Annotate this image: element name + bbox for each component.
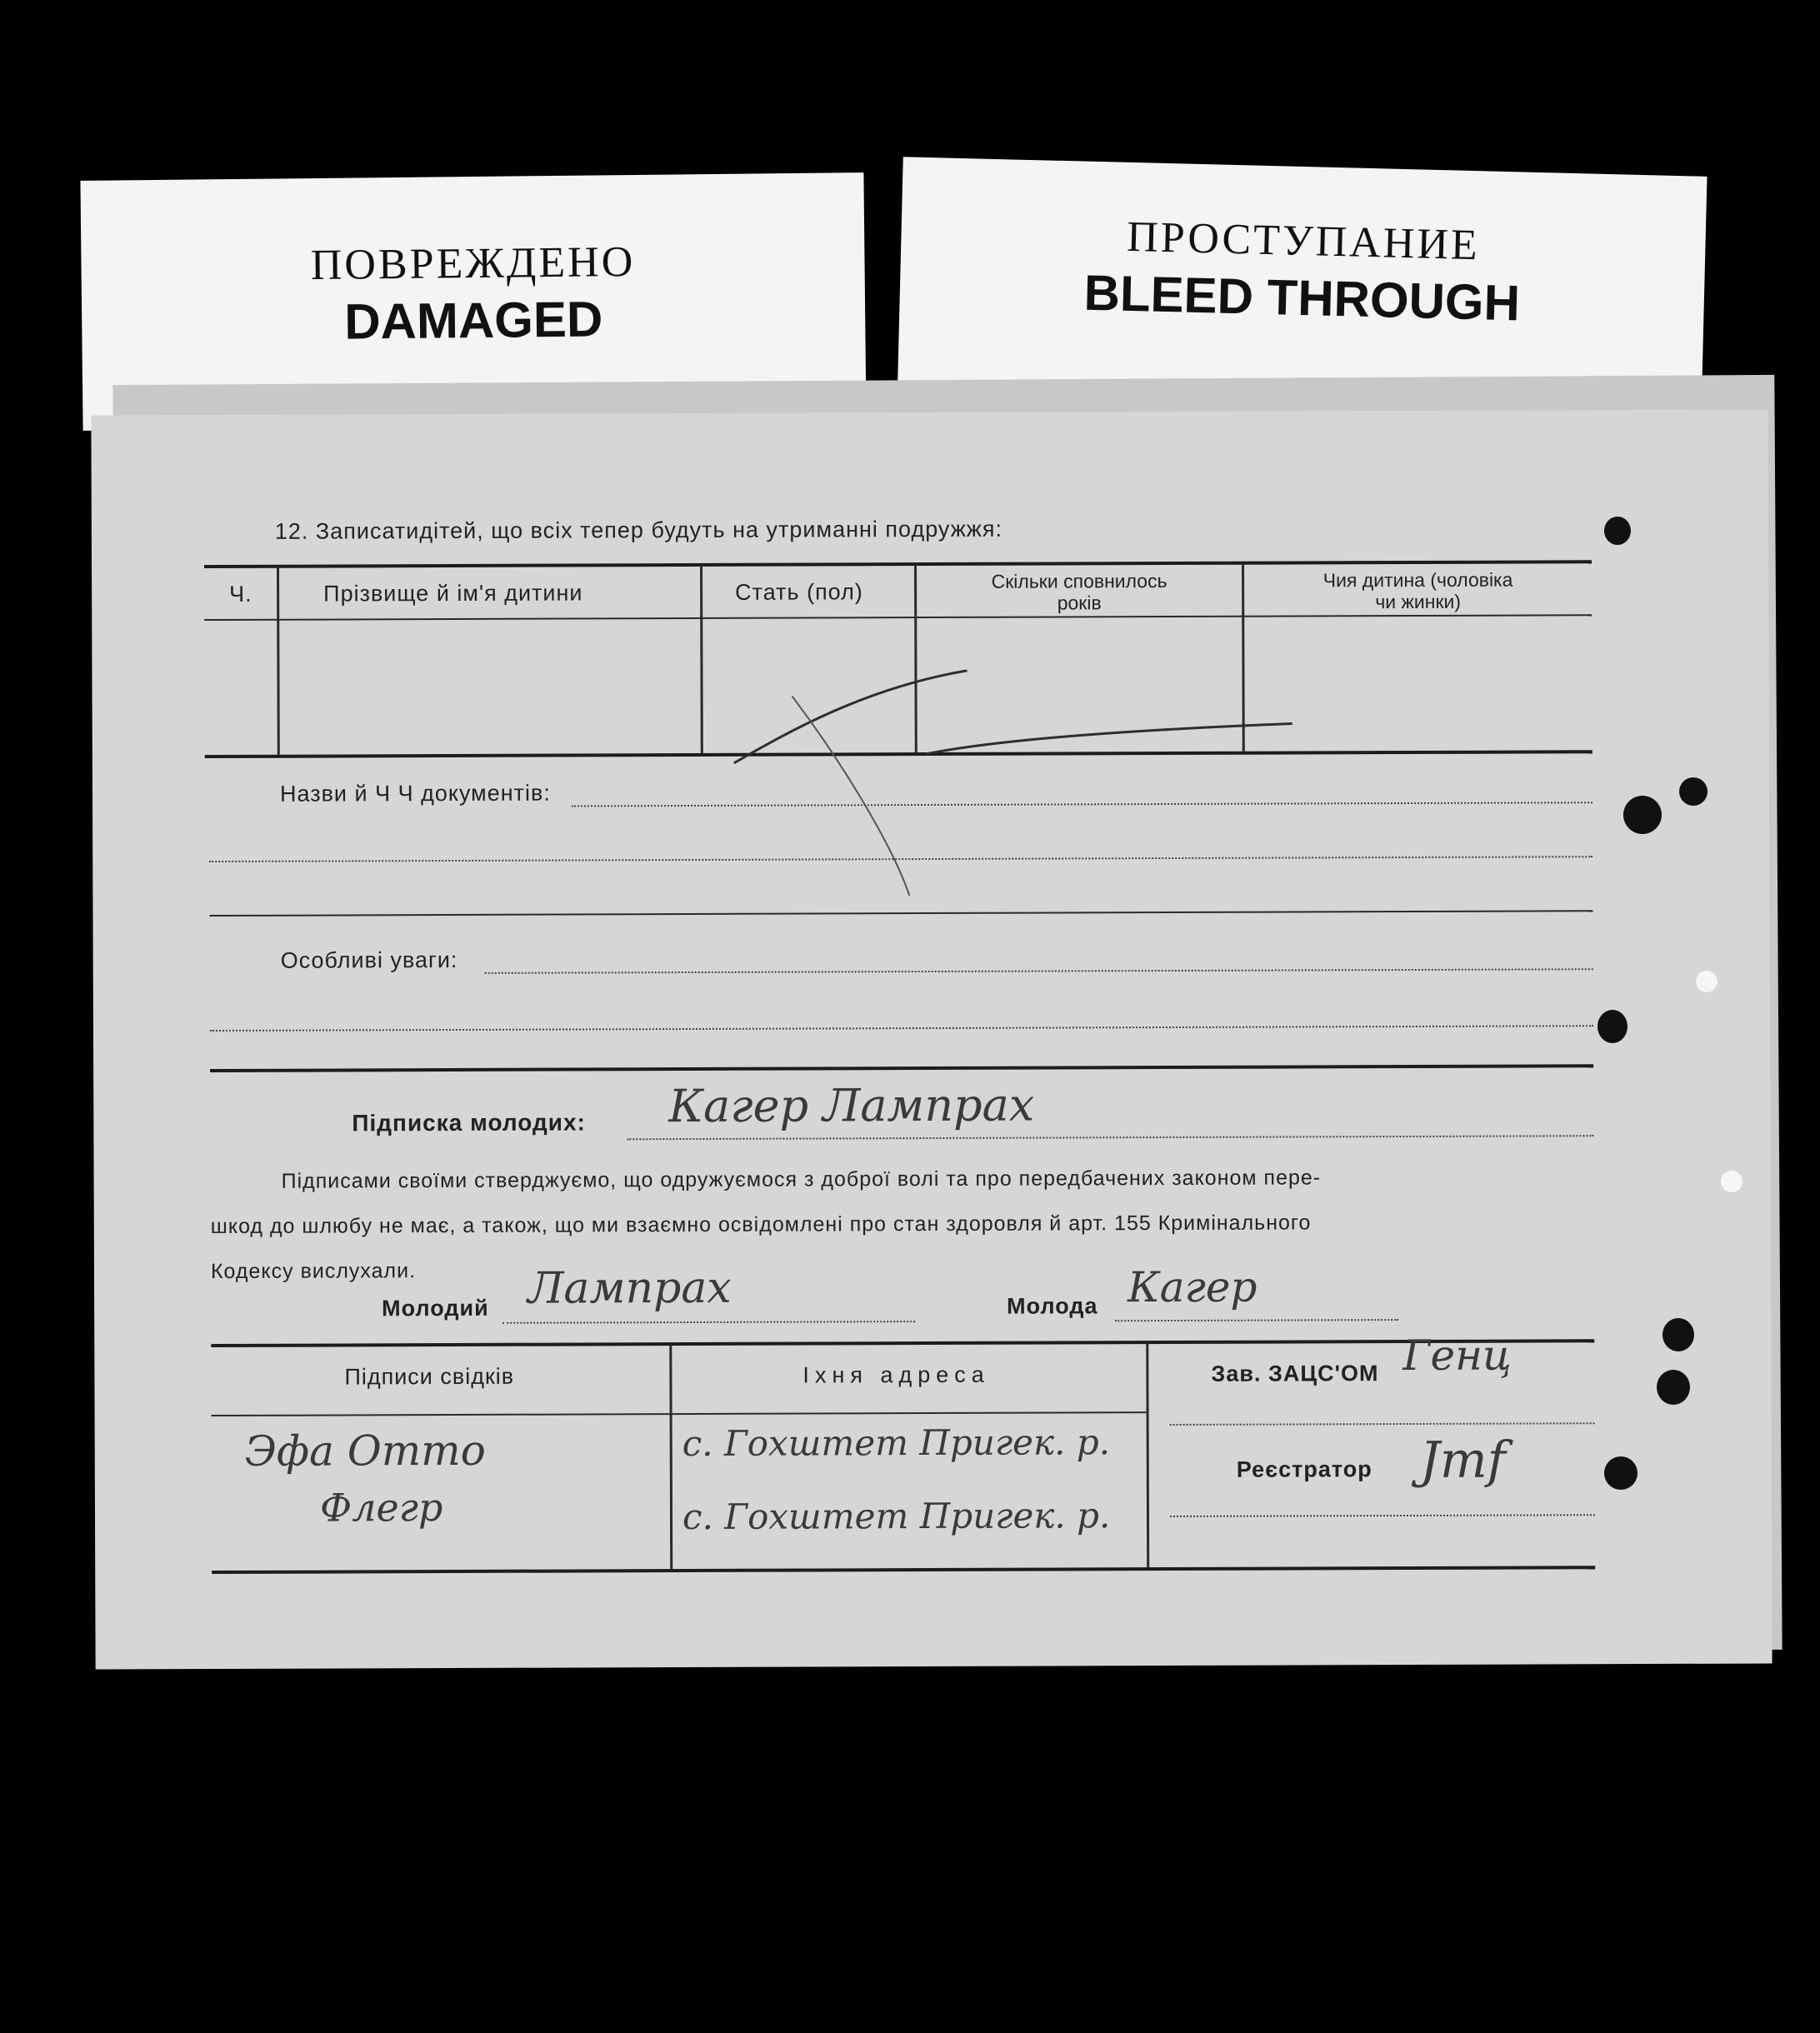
damaged-flag-en: DAMAGED	[343, 291, 603, 350]
marriage-record-sheet	[91, 409, 1772, 1669]
col-whose-header-line1: Чия дитина (чоловіка	[1322, 568, 1513, 592]
registrar-dotted-line	[1170, 1514, 1595, 1517]
declaration-line-1: Підписами своїми стверджуємо, що одружуємося з доброї волі та про передбачених законом пере-	[281, 1166, 1322, 1193]
punch-hole	[1696, 971, 1718, 992]
registrar-label: Реєстратор	[1236, 1456, 1372, 1482]
registrar-signature: Jmf	[1419, 1431, 1507, 1490]
section-12-title: 12. Записатидітей, що всіх тепер будуть на утриманні подружжя:	[274, 516, 1002, 544]
col-number-header: Ч.	[229, 581, 252, 607]
bride-signature: Кагер	[1127, 1262, 1258, 1312]
punch-hole	[1662, 1318, 1694, 1351]
address-header-rule	[672, 1411, 1147, 1415]
punch-hole	[1679, 777, 1708, 806]
groom-label: Молодий	[382, 1295, 489, 1321]
bride-dotted-line	[1115, 1319, 1398, 1321]
witness-2-signature: Флегр	[319, 1485, 443, 1531]
punch-hole	[1623, 796, 1662, 834]
punch-hole	[1604, 517, 1631, 545]
groom-dotted-line	[502, 1321, 915, 1324]
witness-table-top-rule	[211, 1339, 1594, 1347]
col-age-header-line1: Скільки сповнилось	[991, 570, 1168, 592]
groom-signature: Лампрах	[527, 1262, 732, 1314]
head-zags-signature: Генц	[1402, 1331, 1512, 1381]
col-sex-header: Стать (пол)	[735, 579, 863, 605]
witness-col-divider	[1146, 1342, 1149, 1567]
head-zags-label: Зав. ЗАЦС'ОМ	[1211, 1361, 1379, 1386]
address-header: Іхня адреса	[802, 1361, 990, 1388]
bride-label: Молода	[1007, 1293, 1098, 1319]
documents-label: Назви й Ч Ч документів:	[279, 780, 551, 807]
declaration-line-3: Кодексу вислухали.	[210, 1259, 417, 1284]
address-2-handwriting: с. Гохштет Пригек. р.	[682, 1495, 1111, 1538]
witnesses-header: Підписи свідків	[344, 1363, 515, 1390]
signature-label: Підписка молодих:	[352, 1109, 586, 1136]
remarks-label: Особливі уваги:	[280, 947, 458, 973]
punch-hole	[1657, 1370, 1690, 1405]
col-age-header-line2: років	[1057, 592, 1102, 614]
witness-1-signature: Эфа Отто	[244, 1426, 486, 1476]
remarks-bottom-rule	[210, 1064, 1593, 1072]
punch-hole	[1598, 1010, 1628, 1043]
bleed-flag-ru: ПРОСТУПАНИЕ	[1126, 212, 1481, 270]
signature-handwriting: Кагер Лампрах	[668, 1078, 1035, 1133]
address-1-handwriting: с. Гохштет Пригек. р.	[682, 1421, 1111, 1465]
damaged-flag-ru: ПОВРЕЖДЕНО	[310, 237, 636, 290]
witness-table-bottom-rule	[212, 1566, 1595, 1574]
declaration-line-2: шкод до шлюбу не має, а також, що ми взаємно освідомлені про стан здоровля й арт. 155 Кримінального	[210, 1211, 1312, 1239]
witness-header-rule	[212, 1413, 672, 1416]
signature-dotted-line	[627, 1135, 1593, 1140]
bleed-flag-en: BLEED THROUGH	[1082, 264, 1521, 332]
remarks-dotted-line	[210, 1025, 1593, 1031]
punch-hole	[1604, 1456, 1638, 1490]
col-whose-header-line2: чи жинки)	[1375, 590, 1462, 613]
witness-col-divider	[669, 1344, 672, 1569]
col-name-header: Прізвище й ім'я дитини	[323, 580, 583, 607]
head-dotted-line	[1170, 1422, 1595, 1426]
punch-hole	[1721, 1171, 1742, 1192]
